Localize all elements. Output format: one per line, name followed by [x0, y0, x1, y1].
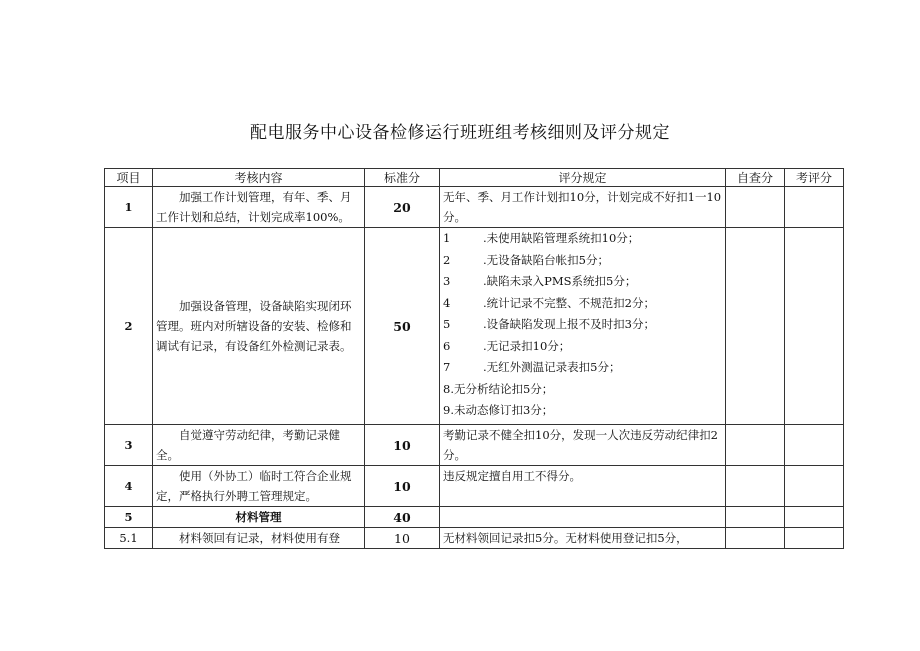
standard-score: 10	[365, 528, 440, 549]
rule-item	[443, 400, 722, 422]
rule-item	[443, 314, 722, 336]
self-check-score-cell[interactable]	[726, 466, 785, 507]
rule-text: .无设备缺陷台帐扣5分；	[483, 252, 609, 267]
item-number: 1	[105, 187, 153, 228]
standard-score: 20	[365, 187, 440, 228]
rule-text: .未使用缺陷管理系统扣10分；	[483, 231, 640, 245]
rule-number: 2	[443, 252, 451, 267]
rule-item	[443, 379, 722, 401]
rule-text: .未动态修订扣3分；	[450, 403, 554, 417]
rule-number: 6	[443, 338, 451, 353]
assessment-content: 材料管理	[153, 507, 365, 528]
review-score-cell[interactable]	[785, 228, 844, 425]
scoring-rule: 无材料领回记录扣5分。无材料使用登记扣5分，	[440, 528, 726, 549]
self-check-score-cell[interactable]	[726, 187, 785, 228]
assessment-table	[104, 168, 844, 549]
header-review-score: 考评分	[785, 169, 844, 187]
assessment-content: 材料领回有记录，材料使用有登	[153, 528, 365, 549]
standard-score: 10	[365, 466, 440, 507]
assessment-content: 自觉遵守劳动纪律，考勤记录健全。	[153, 425, 365, 466]
standard-score: 10	[365, 425, 440, 466]
scoring-rule	[440, 507, 726, 528]
page-title: 配电服务中心设备检修运行班班组考核细则及评分规定	[250, 123, 670, 143]
assessment-content: 加强工作计划管理，有年、季、月工作计划和总结，计划完成率100%。	[153, 187, 365, 228]
self-check-score-cell[interactable]	[726, 528, 785, 549]
standard-score: 40	[365, 507, 440, 528]
self-check-score-cell[interactable]	[726, 425, 785, 466]
rule-item	[443, 250, 722, 272]
scoring-rule: 考勤记录不健全扣10分，发现一人次违反劳动纪律扣2分。	[440, 425, 726, 466]
rule-item	[443, 357, 722, 379]
item-number: 3	[105, 425, 153, 466]
rule-number: 4	[443, 295, 451, 310]
table-row	[105, 528, 844, 549]
assessment-content: 使用（外协工）临时工符合企业规定，严格执行外聘工管理规定。	[153, 466, 365, 507]
rule-number: 1	[443, 231, 451, 245]
rule-item	[443, 228, 722, 250]
table-row	[105, 507, 844, 528]
rule-text: .无记录扣10分；	[483, 338, 571, 353]
scoring-rule: 违反规定擅自用工不得分。	[440, 466, 726, 507]
rule-text: .设备缺陷发现上报不及时扣3分；	[483, 317, 655, 331]
assessment-content: 加强设备管理，设备缺陷实现闭环管理。班内对所辖设备的安装、检修和调试有记录，有设备红外检测记录表。	[153, 228, 365, 425]
rule-text: .统计记录不完整、不规范扣2分；	[483, 295, 655, 310]
header-item: 项目	[105, 169, 153, 187]
rule-text: .缺陷未录入PMS系统扣5分；	[483, 274, 637, 288]
review-score-cell[interactable]	[785, 466, 844, 507]
rule-number	[443, 422, 458, 425]
item-number: 5.1	[105, 528, 153, 549]
table-row	[105, 425, 844, 466]
self-check-score-cell[interactable]	[726, 228, 785, 425]
rule-number: 7	[443, 360, 451, 374]
review-score-cell[interactable]	[785, 528, 844, 549]
item-number: 4	[105, 466, 153, 507]
rule-number: 3	[443, 274, 451, 288]
standard-score: 50	[365, 228, 440, 425]
table-row	[105, 466, 844, 507]
item-number: 2	[105, 228, 153, 425]
rule-item	[443, 271, 722, 293]
rule-text: .无分析结论扣5分；	[450, 381, 554, 396]
rule-item	[443, 293, 722, 315]
table-row	[105, 187, 844, 228]
rule-number: 9	[443, 403, 451, 417]
scoring-rule-list	[440, 228, 726, 425]
table-row	[105, 228, 844, 425]
rule-item	[443, 336, 722, 358]
header-standard-score: 标准分	[365, 169, 440, 187]
rule-number: 8	[443, 381, 451, 396]
header-content: 考核内容	[153, 169, 365, 187]
header-scoring-rules: 评分规定	[440, 169, 726, 187]
review-score-cell[interactable]	[785, 425, 844, 466]
review-score-cell[interactable]	[785, 507, 844, 528]
header-self-check-score: 自查分	[726, 169, 785, 187]
rule-text: .无红外测温记录表扣5分；	[483, 360, 621, 374]
scoring-rule: 无年、季、月工作计划扣10分，计划完成不好扣1一10分。	[440, 187, 726, 228]
table-header-row	[105, 169, 844, 187]
item-number: 5	[105, 507, 153, 528]
self-check-score-cell[interactable]	[726, 507, 785, 528]
review-score-cell[interactable]	[785, 187, 844, 228]
rule-number: 5	[443, 317, 451, 331]
